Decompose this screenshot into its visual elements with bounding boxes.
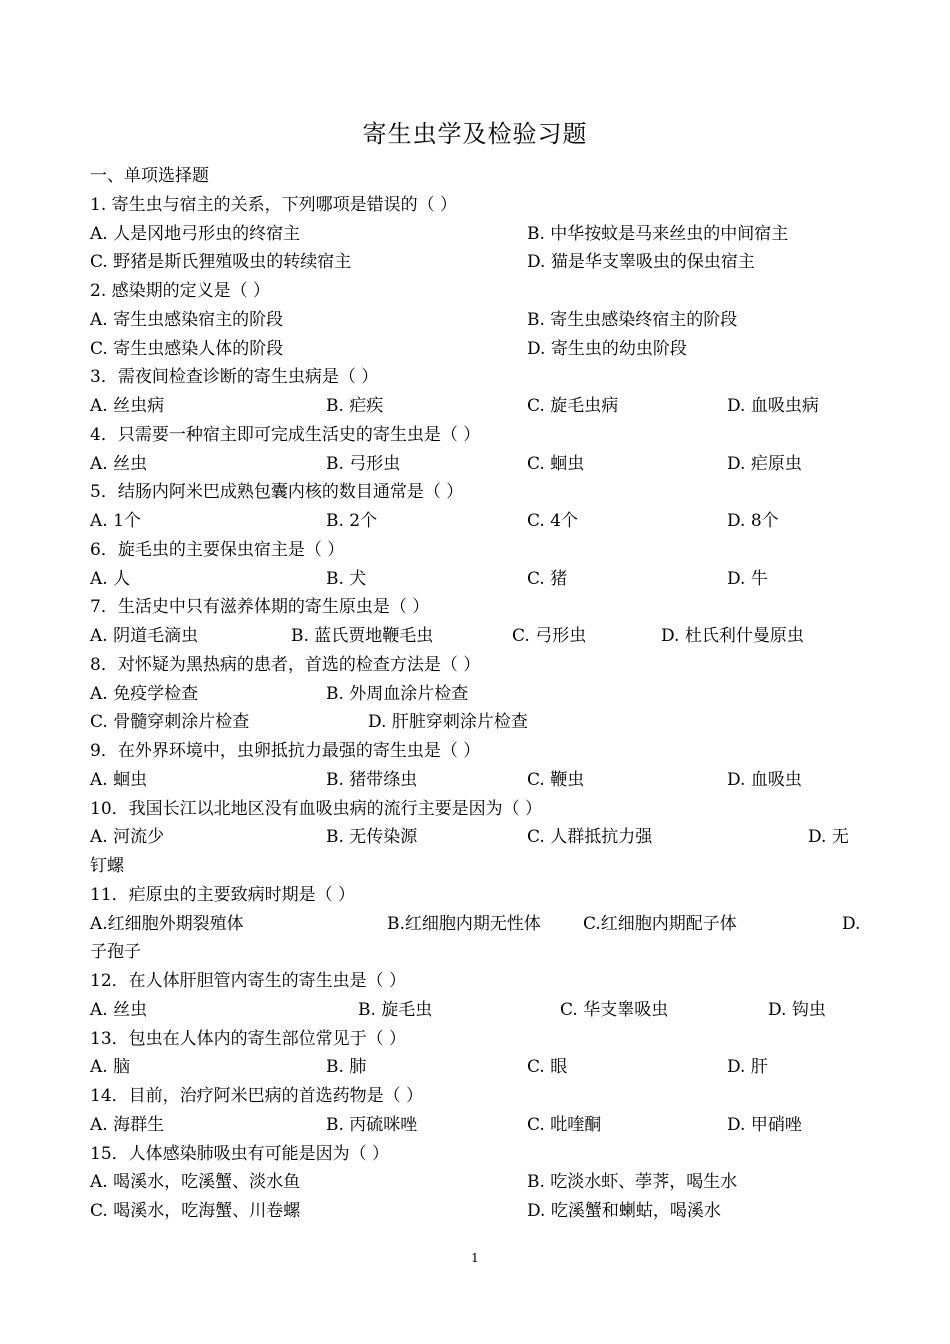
text-line xyxy=(0,191,950,220)
option-text: C. 人群抵抗力强 xyxy=(527,827,653,848)
text-line xyxy=(0,1053,950,1082)
text-line xyxy=(0,622,950,651)
option-text: C. 鞭虫 xyxy=(527,769,585,790)
option-text: C. 蛔虫 xyxy=(527,453,585,474)
option-text: D. 钩虫 xyxy=(768,999,826,1020)
option-text: D. 疟原虫 xyxy=(727,453,802,474)
text-line xyxy=(0,421,950,450)
question-text: 一、单项选择题 xyxy=(90,166,209,186)
text-line xyxy=(0,1025,950,1054)
option-text: D. 无 xyxy=(808,827,849,848)
text-line xyxy=(0,938,950,967)
option-text: B. 疟疾 xyxy=(326,396,384,416)
option-text: D. 寄生虫的幼虫阶段 xyxy=(527,338,687,359)
text-line xyxy=(0,680,950,709)
text-line xyxy=(0,450,950,479)
question-text: 7．生活史中只有滋养体期的寄生原虫是（ ） xyxy=(90,597,430,618)
option-text: D. xyxy=(842,913,861,934)
option-text: B. 吃淡水虾、荸荠，喝生水 xyxy=(527,1172,738,1193)
option-text: D. 血吸虫病 xyxy=(727,396,819,416)
option-text: D. 8个 xyxy=(727,511,779,531)
text-line xyxy=(0,507,950,536)
option-text: A. 蛔虫 xyxy=(90,769,148,790)
question-text: 15．人体感染肺吸虫有可能是因为（ ） xyxy=(90,1143,390,1164)
text-line xyxy=(0,277,950,306)
text-line xyxy=(0,565,950,594)
option-text: A. 寄生虫感染宿主的阶段 xyxy=(90,309,284,330)
text-line xyxy=(0,795,950,824)
question-text: 钉螺 xyxy=(90,856,124,876)
option-text: A. 免疫学检查 xyxy=(90,683,199,704)
question-text: 9．在外界环境中，虫卵抵抗力最强的寄生虫是（ ） xyxy=(90,741,481,761)
text-line xyxy=(0,536,950,565)
option-text: B. 蓝氏贾地鞭毛虫 xyxy=(291,626,434,646)
option-text: D. 吃溪蟹和蝲蛄，喝溪水 xyxy=(527,1201,721,1221)
option-text: B. 肺 xyxy=(326,1057,367,1078)
option-text: C. 猪 xyxy=(527,568,568,589)
option-text: C. 眼 xyxy=(527,1057,568,1078)
question-text: 2. 感染期的定义是（ ） xyxy=(90,281,271,301)
option-text: B. 猪带绦虫 xyxy=(326,769,418,790)
document-title: 寄生虫学及检验习题 xyxy=(362,120,588,148)
text-line xyxy=(0,910,950,939)
option-text: D. 甲硝唑 xyxy=(727,1114,802,1135)
option-text: B. 丙硫咪唑 xyxy=(326,1114,418,1135)
text-line xyxy=(0,881,950,910)
option-text: A. 海群生 xyxy=(90,1114,165,1135)
option-text: B. 2个 xyxy=(326,511,378,531)
text-line xyxy=(0,651,950,680)
option-text: C. 旋毛虫病 xyxy=(527,396,619,416)
option-text: A. 喝溪水，吃溪蟹、淡水鱼 xyxy=(90,1172,301,1193)
option-text: B. 中华按蚊是马来丝虫的中间宿主 xyxy=(527,223,789,244)
option-text: C. 吡喹酮 xyxy=(527,1114,602,1135)
option-text: B. 无传染源 xyxy=(326,827,418,848)
page-number: 1 xyxy=(471,1251,479,1265)
text-line xyxy=(0,1197,950,1226)
option-text: C. 喝溪水，吃海蟹、川卷螺 xyxy=(90,1201,301,1221)
option-text: A. 阴道毛滴虫 xyxy=(90,626,199,646)
text-line xyxy=(0,363,950,392)
text-line xyxy=(0,766,950,795)
option-text: D. 猫是华支睾吸虫的保虫宿主 xyxy=(527,252,755,273)
option-text: A. 人是冈地弓形虫的终宿主 xyxy=(90,223,301,244)
text-line xyxy=(0,478,950,507)
text-line xyxy=(0,248,950,277)
option-text: C. 华支睾吸虫 xyxy=(560,999,669,1020)
text-line xyxy=(0,593,950,622)
question-text: 5．结肠内阿米巴成熟包囊内核的数目通常是（ ） xyxy=(90,482,464,503)
text-line xyxy=(0,1140,950,1169)
question-text: 1. 寄生虫与宿主的关系，下列哪项是错误的（ ） xyxy=(90,194,458,215)
text-line xyxy=(0,1082,950,1111)
question-text: 13．包虫在人体内的寄生部位常见于（ ） xyxy=(90,1028,407,1049)
text-line xyxy=(0,967,950,996)
option-text: D. 肝脏穿刺涂片检查 xyxy=(368,712,528,733)
question-text: 6．旋毛虫的主要保虫宿主是（ ） xyxy=(90,539,345,560)
option-text: A. 1个 xyxy=(90,511,141,531)
option-text: A. 丝虫 xyxy=(90,999,148,1020)
option-text: C. 野猪是斯氏狸殖吸虫的转续宿主 xyxy=(90,252,352,273)
option-text: A. 脑 xyxy=(90,1057,131,1078)
option-text: D. 杜氏利什曼原虫 xyxy=(661,626,804,646)
text-line xyxy=(0,220,950,249)
option-text: C.红细胞内期配子体 xyxy=(583,913,737,934)
option-text: D. 血吸虫 xyxy=(727,769,802,790)
question-text: 14．目前，治疗阿米巴病的首选药物是（ ） xyxy=(90,1086,424,1106)
option-text: C. 弓形虫 xyxy=(512,626,587,646)
option-text: A. 丝虫 xyxy=(90,453,148,474)
text-line xyxy=(0,1168,950,1197)
option-text: B. 外周血涂片检查 xyxy=(326,683,469,704)
text-line xyxy=(0,392,950,421)
option-text: D. 牛 xyxy=(727,568,768,589)
question-text: 4．只需要一种宿主即可完成生活史的寄生虫是（ ） xyxy=(90,424,481,445)
question-text: 3．需夜间检查诊断的寄生虫病是（ ） xyxy=(90,367,379,388)
text-line xyxy=(0,852,950,881)
option-text: C. 寄生虫感染人体的阶段 xyxy=(90,338,284,359)
option-text: B. 弓形虫 xyxy=(326,453,401,474)
option-text: B. 旋毛虫 xyxy=(358,999,433,1020)
option-text: B.红细胞内期无性体 xyxy=(387,913,541,934)
text-line xyxy=(0,335,950,364)
option-text: A. 河流少 xyxy=(90,827,165,848)
option-text: A. 丝虫病 xyxy=(90,396,165,416)
text-line xyxy=(0,306,950,335)
option-text: A.红细胞外期裂殖体 xyxy=(90,913,244,934)
option-text: B. 犬 xyxy=(326,568,367,589)
question-text: 10．我国长江以北地区没有血吸虫病的流行主要是因为（ ） xyxy=(90,798,543,819)
text-line xyxy=(0,737,950,766)
option-text: A. 人 xyxy=(90,568,131,589)
text-line xyxy=(0,996,950,1025)
text-line xyxy=(0,823,950,852)
option-text: C. 4个 xyxy=(527,511,579,531)
question-text: 8．对怀疑为黑热病的患者，首选的检查方法是（ ） xyxy=(90,654,481,675)
text-line xyxy=(0,1111,950,1140)
text-line xyxy=(0,708,950,737)
option-text: C. 骨髓穿刺涂片检查 xyxy=(90,712,250,733)
text-line xyxy=(0,162,950,191)
question-text: 11．疟原虫的主要致病时期是（ ） xyxy=(90,884,356,905)
question-text: 12．在人体肝胆管内寄生的寄生虫是（ ） xyxy=(90,971,407,991)
option-text: B. 寄生虫感染终宿主的阶段 xyxy=(527,309,738,330)
option-text: D. 肝 xyxy=(727,1057,768,1078)
question-text: 子孢子 xyxy=(90,942,141,963)
